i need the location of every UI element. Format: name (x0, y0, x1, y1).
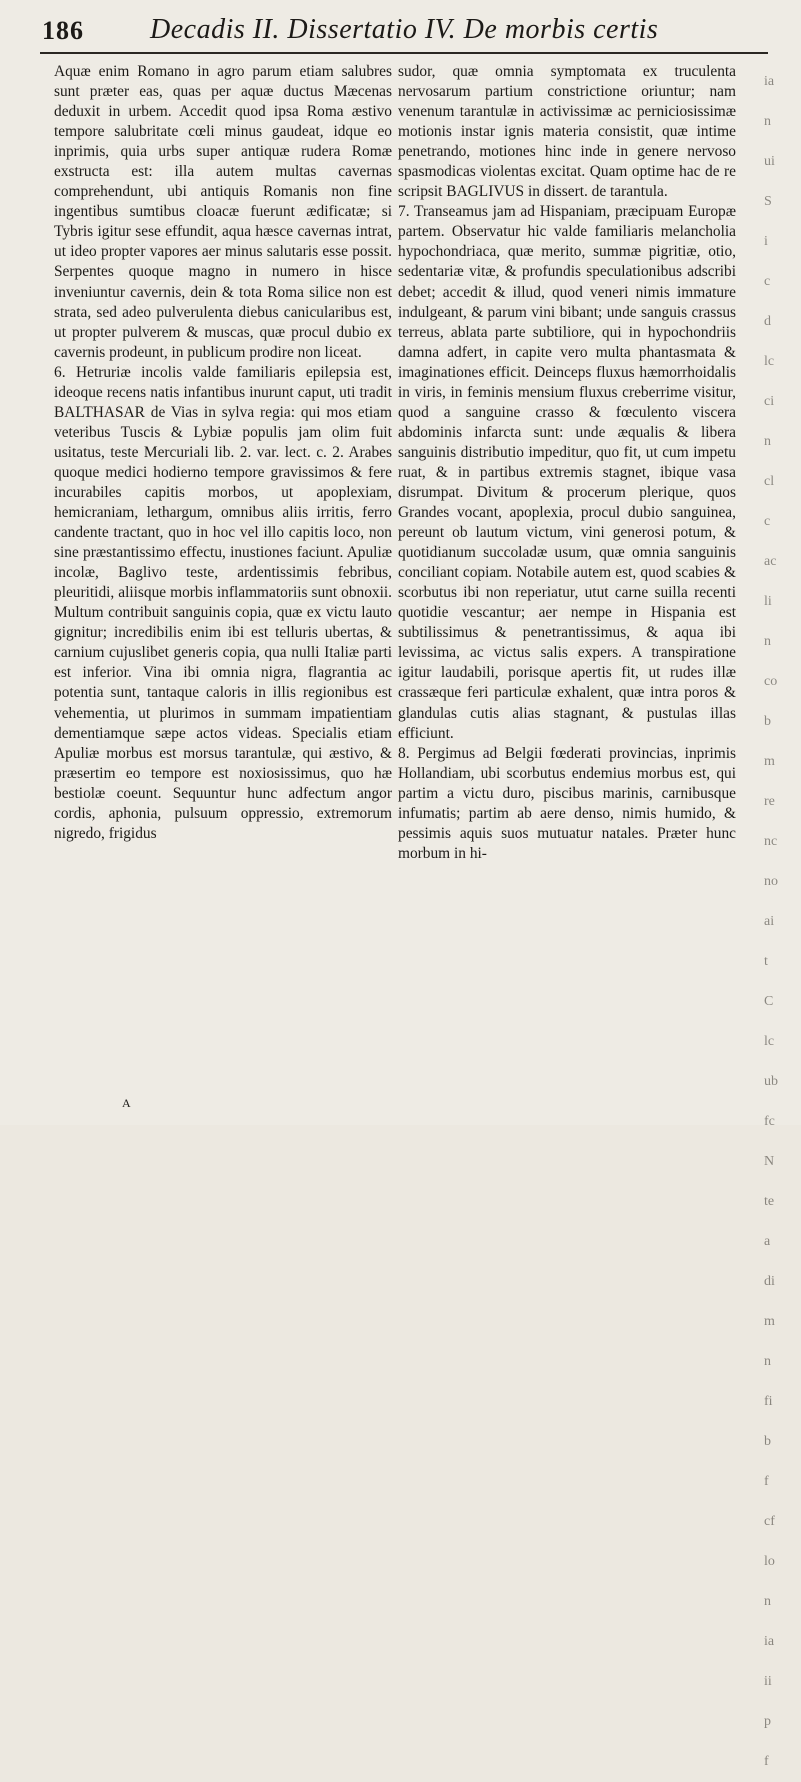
margin-fragment: fi (764, 1394, 773, 1409)
page-number: 186 (42, 16, 84, 45)
paragraph: Aquæ enim Romano in agro parum etiam salubres sunt præter eas, quas per aquæ ductus Mæcenas deduxit in urbem. Accedit quod ipsa Roma æstivo tempore salubritate cœli minus gaudeat, idque eo inprimis, quia urbs super antiquæ rudera Romæ exstructa est: illa autem multas cavernas comprehendunt, ubi antiquis Romanis non fine ingentibus sumtibus cloacæ fuerunt ædificatæ; si Tybris igitur sese effundit, aqua hæsce cavernas intrat, ut ideo propter vapores aer minus salutaris esse possit. Serpentes quoque magno in numero in hisce inveniuntur cavernis, dein & tota Roma silice non est strata, sed adeo pulverulenta diebus canicularibus est, ut propter pulverem & muscas, quæ procul dubio ex cavernis prodeunt, in publicum prodire non liceat. (54, 63, 392, 361)
margin-fragment: fc (764, 1114, 775, 1129)
margin-fragment: i (764, 234, 768, 249)
margin-fragment: cf (764, 1514, 775, 1529)
right-column (398, 62, 736, 864)
margin-fragment: b (764, 1434, 771, 1449)
page-header (40, 12, 760, 52)
margin-fragment: cl (764, 474, 775, 489)
margin-fragment: di (764, 1274, 775, 1289)
margin-fragment: n (764, 114, 771, 129)
signature-mark: A (122, 1096, 131, 1110)
margin-fragment: C (764, 994, 774, 1009)
margin-fragment: m (764, 754, 775, 769)
margin-fragment: no (764, 874, 778, 889)
margin-fragment: li (764, 594, 772, 609)
margin-fragment: d (764, 314, 771, 329)
margin-fragment: lo (764, 1554, 775, 1569)
paragraph: 6. Hetruriæ incolis valde familiaris epilepsia est, ideoque recens natis infantibus inurunt caput, uti tradit BALTHASAR de Vias in sylva regia: qui mos etiam veteribus Tuscis & Lybiæ populis jam olim fuit usitatus, teste Mercuriali lib. 2. var. lect. c. 2. Arabes quoque medici hodierno tempore gravissimos & fere incurabiles capitis morbos, ut apoplexiam, hemicraniam, lethargum, omnibus aliis irritis, ferro candente tractant, quo in hoc vel illo capitis loco, non sine præstantissimo effectu, inustiones faciunt. Apuliæ incolæ, Baglivo teste, ardentissimis febribus, pleuritidi, aliisque morbis inflammatoriis sunt obnoxii. Multum contribuit sanguinis copia, quæ ex victu lauto gignitur; incredibilis enim ibi est telluris ubertas, & carnium cujuslibet generis copia, qua nulli Italiæ parti est inferior. Vina ibi omnia nigra, flagrantia ac potentia sunt, tantaque caloris in illis regionibus est vehementia, ut plurimos in summam impatientiam dementiamque sæpe actos videas. Specialis etiam Apuliæ morbus est morsus tarantulæ, qui æstivo, & præsertim eo tempore est noxiosissimus, quo hæ bestiolæ coeunt. Sequuntur hunc adfectum angor cordis, aphonia, pulsuum oppressio, extremorum nigredo, frigidus (54, 363, 392, 842)
margin-fragment: te (764, 1194, 775, 1209)
margin-fragment: co (764, 674, 778, 689)
margin-fragment: ui (764, 154, 775, 169)
header-rule (40, 52, 768, 54)
margin-fragment: ac (764, 554, 777, 569)
margin-fragment: ai (764, 914, 775, 929)
margin-fragment: c (764, 514, 771, 529)
margin-fragment: n (764, 434, 771, 449)
running-head: Decadis II. Dissertatio IV. De morbis certis (150, 14, 659, 45)
margin-fragment: re (764, 794, 775, 809)
margin-fragment: ub (764, 1074, 778, 1089)
margin-fragment: ci (764, 394, 775, 409)
margin-fragment: S (764, 194, 772, 209)
margin-fragment: b (764, 714, 771, 729)
paragraph: 8. Pergimus ad Belgii fœderati provincias, inprimis Hollandiam, ubi scorbutus endemius morbus est, qui partim a victu duro, piscibus marinis, carnibusque infumatis; partim ab aere denso, nimis humido, & pessimis aquis suos mutuatur natales. Præter hunc morbum in hi- (398, 744, 736, 862)
paragraph: sudor, quæ omnia symptomata ex truculenta nervosarum partium constrictione oriuntur; nam venenum tarantulæ in activissimæ ac perniciosissimæ motionis instar ignis materia consistit, quæ intime penetrando, motiones hinc inde in genere nervoso spasmodicas violentas excitat. Quam optime hac de re scripsit BAGLIVUS in dissert. de tarantula. (398, 63, 736, 201)
margin-fragment: nc (764, 834, 778, 849)
margin-fragment: lc (764, 1034, 775, 1049)
margin-fragment: lc (764, 354, 775, 369)
facing-page-edge (764, 62, 801, 1769)
margin-fragment: m (764, 1314, 775, 1329)
margin-fragment: p (764, 1714, 771, 1729)
margin-fragment: n (764, 1594, 771, 1609)
margin-fragment: ii (764, 1674, 772, 1689)
margin-fragment: t (764, 954, 768, 969)
margin-fragment: c (764, 274, 771, 289)
margin-fragment: a (764, 1234, 771, 1249)
margin-fragment: ia (764, 1634, 775, 1649)
margin-fragment: n (764, 634, 771, 649)
paragraph: 7. Transeamus jam ad Hispaniam, præcipuam Europæ partem. Observatur hic valde familiaris melancholia hypochondriaca, quæ merito, summæ pigritiæ, otio, sedentariæ vitæ, & profundis speculationibus adscribi debet; accedit & illud, quod veneri nimis immature indulgeant, & parum vini bibant; unde sanguis crassus terreus, ablata parte subtiliore, qui in hypochondriis damna adfert, in capite vero multa phantasmata & imaginationes efficit. Deinceps fluxus hæmorrhoidalis in viris, in feminis mensium fluxus creberrime visitur, quod a sanguine crasso & fœculento viscera abdominis infarcta sunt: unde æqualis & libera sanguinis distributio impeditur, quo fit, ut cum impetu ruat, & in partibus extremis stagnet, ibique vasa disrumpat. Divitum & procerum plerique, quos Grandes vocant, apoplexia, procul dubio sanguinea, pereunt ob lautum victum, vini generosi potum, & quotidianum succoladæ usum, quæ omnia sanguinis conciliant copiam. Notabile autem est, quod scabies & scorbutus ibi non reperiatur, utut carne suilla recenti quotidie vescantur; aer nempe in Hispania est subtilissimus & penetrantissimus, & aqua ibi levissima, ac victus salis expers. A transpiratione igitur laudabili, porisque apertis fit, ut rudes illæ crassæque feri particulæ exhalent, quæ intra poros & glandulas cutis alias stagnant, & pustulas illas efficiunt. (398, 203, 736, 742)
margin-fragment: f (764, 1754, 769, 1769)
margin-fragment: n (764, 1354, 771, 1369)
margin-fragment: N (764, 1154, 775, 1169)
margin-fragment: ia (764, 74, 775, 89)
left-column (54, 62, 392, 844)
margin-fragment: f (764, 1474, 769, 1489)
